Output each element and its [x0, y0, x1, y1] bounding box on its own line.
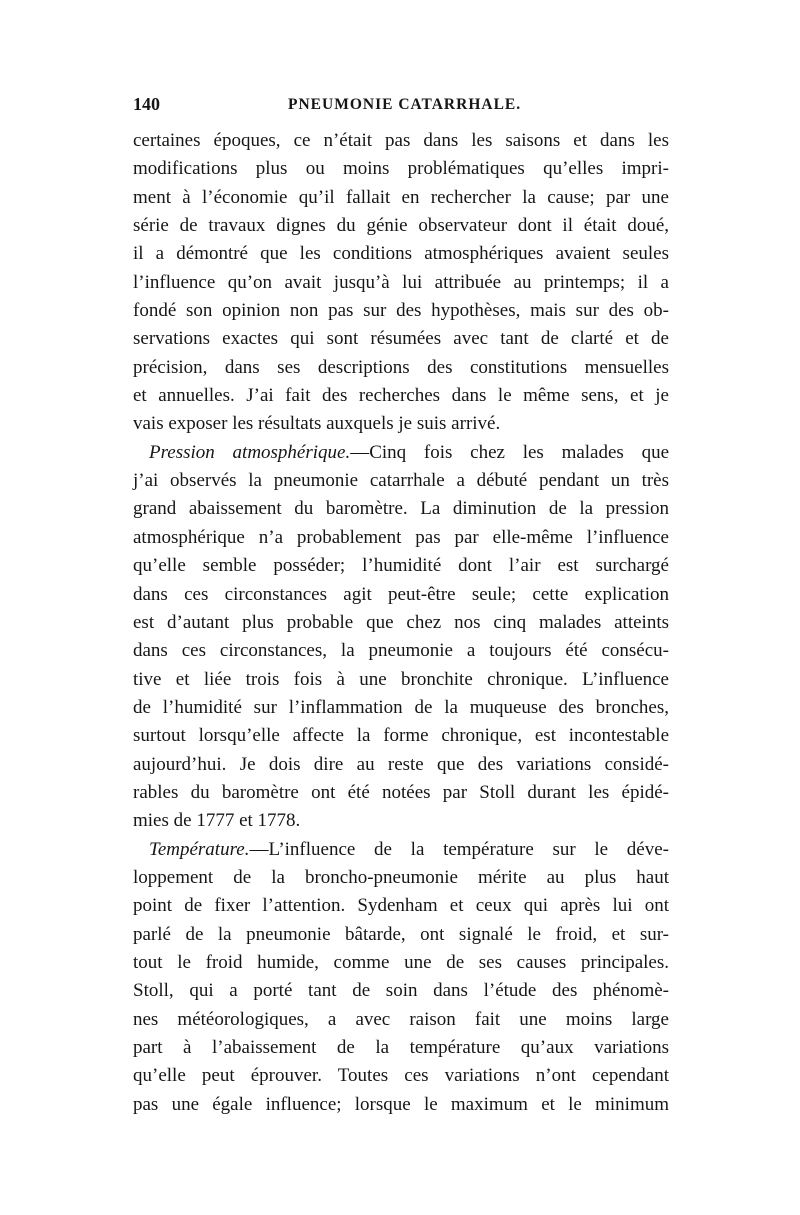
line-text: nes météorologiques, a avec raison fait une moins large: [133, 1008, 669, 1030]
page-number: 140: [133, 94, 160, 114]
line-text: il a démontré que les conditions atmosphériques avaient seules: [133, 243, 669, 265]
text-line: [133, 1006, 669, 1034]
line-text: dans ces circonstances agit peut-être seule; cette explication: [133, 583, 669, 605]
line-text: grand abaissement du baromètre. La diminution de la pression: [133, 498, 669, 520]
line-text: fondé son opinion non pas sur des hypothèses, mais sur des ob-: [133, 300, 669, 322]
line-text: servations exactes qui sont résumées avec tant de clarté et de: [133, 328, 669, 350]
line-text: qu’elle peut éprouver. Toutes ces variations n’ont cependant: [133, 1065, 669, 1087]
text-line: [133, 467, 669, 495]
line-text: certaines époques, ce n’était pas dans les saisons et dans les: [133, 130, 669, 151]
text-line: [133, 410, 669, 438]
text-line: [133, 977, 669, 1005]
line-text: surtout lorsqu’elle affecte la forme chronique, est incontestable: [133, 725, 669, 747]
text-line: [133, 155, 669, 183]
text-line: [133, 864, 669, 892]
section-heading: Pression atmosphérique.: [149, 441, 351, 463]
text-line: [133, 779, 669, 807]
body-text: [133, 127, 669, 1119]
line-text: et annuelles. J’ai fait des recherches dans le même sens, et je: [133, 385, 669, 407]
text-line: [133, 1034, 669, 1062]
section-heading-line: [133, 439, 669, 467]
text-line: [133, 1062, 669, 1090]
section-heading: Température.: [149, 838, 250, 860]
text-line: [133, 240, 669, 268]
line-text: point de fixer l’attention. Sydenham et ceux qui après lui ont: [133, 895, 669, 917]
running-title: PNEUMONIE CATARRHALE.: [288, 96, 522, 113]
line-text: est d’autant plus probable que chez nos cinq malades atteints: [133, 611, 669, 633]
text-line: [133, 297, 669, 325]
line-text: aujourd’hui. Je dois dire au reste que des variations considé-: [133, 753, 669, 775]
line-text: l’influence qu’on avait jusqu’à lui attribuée au printemps; il a: [133, 271, 669, 293]
line-text: —L’influence de la température sur le déve-: [249, 838, 669, 860]
text-line: [133, 892, 669, 920]
line-text: mies de 1777 et 1778.: [133, 810, 301, 832]
text-line: [133, 354, 669, 382]
text-line: [133, 495, 669, 523]
text-line: [133, 524, 669, 552]
line-text: part à l’abaissement de la température qu’aux variations: [133, 1037, 669, 1058]
text-line: [133, 609, 669, 637]
section-heading-line: [133, 836, 669, 864]
text-line: [133, 637, 669, 665]
text-line: [133, 949, 669, 977]
text-line: [133, 921, 669, 949]
line-text: —Cinq fois chez les malades que: [350, 441, 669, 463]
text-line: [133, 269, 669, 297]
line-text: rables du baromètre ont été notées par Stoll durant les épidé-: [133, 781, 669, 803]
line-text: qu’elle semble posséder; l’humidité dont l’air est surchargé: [133, 555, 669, 577]
text-line: [133, 751, 669, 779]
text-line: [133, 581, 669, 609]
line-text: j’ai observés la pneumonie catarrhale a débuté pendant un très: [133, 470, 669, 492]
text-line: [133, 212, 669, 240]
line-text: série de travaux dignes du génie observateur dont il était doué,: [133, 215, 669, 237]
line-text: parlé de la pneumonie bâtarde, ont signalé le froid, et sur-: [133, 923, 669, 945]
line-text: précision, dans ses descriptions des constitutions mensuelles: [133, 356, 669, 378]
line-text: tout le froid humide, comme une de ses causes principales.: [133, 951, 669, 973]
line-text: pas une égale influence; lorsque le maximum et le minimum: [133, 1093, 669, 1115]
text-line: [133, 382, 669, 410]
text-line: [133, 552, 669, 580]
line-text: tive et liée trois fois à une bronchite chronique. L’influence: [133, 668, 669, 690]
text-line: [133, 666, 669, 694]
line-text: loppement de la broncho-pneumonie mérite au plus haut: [133, 866, 669, 888]
page-header: [133, 94, 669, 120]
text-line: [133, 1091, 669, 1119]
text-line: [133, 722, 669, 750]
text-line: [133, 325, 669, 353]
line-text: Stoll, qui a porté tant de soin dans l’étude des phénomè-: [133, 980, 669, 1002]
line-text: modifications plus ou moins problématiques qu’elles impri-: [133, 158, 669, 180]
text-line: [133, 807, 669, 835]
line-text: ment à l’économie qu’il fallait en rechercher la cause; par une: [133, 186, 669, 208]
line-text: atmosphérique n’a probablement pas par elle-même l’influence: [133, 526, 669, 548]
text-line: [133, 694, 669, 722]
text-line: [133, 127, 669, 155]
line-text: vais exposer les résultats auxquels je suis arrivé.: [133, 413, 501, 435]
line-text: de l’humidité sur l’inflammation de la muqueuse des bronches,: [133, 696, 669, 718]
line-text: dans ces circonstances, la pneumonie a toujours été consécu-: [133, 640, 669, 662]
text-line: [133, 184, 669, 212]
